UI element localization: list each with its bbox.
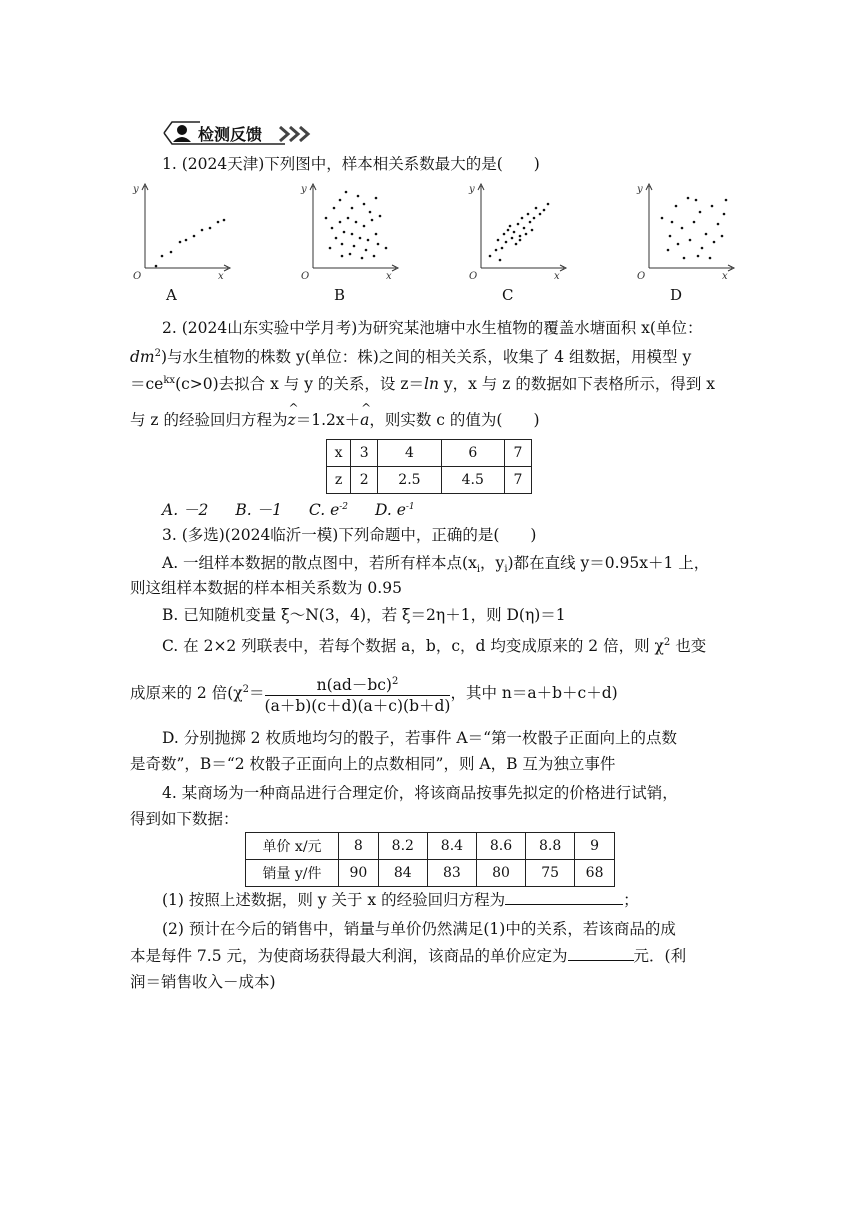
y-axis-label: y <box>301 184 307 195</box>
scatter-point <box>669 235 672 238</box>
scatter-point <box>523 227 526 230</box>
scatter-option-label: D <box>670 286 683 304</box>
table-row-header: x <box>327 440 351 467</box>
scatter-point <box>161 255 164 258</box>
scatter-point <box>223 219 226 222</box>
table-cell: 2 <box>351 467 378 494</box>
scatter-point <box>341 255 344 258</box>
q3-option-d-line1: D. 分别抛掷 2 枚质地均匀的骰子，若事件 A＝“第一枚骰子正面向上的点数 <box>162 729 677 747</box>
scatter-point <box>675 205 678 208</box>
scatter-point <box>501 247 504 250</box>
scatter-point <box>519 235 522 238</box>
scatter-point <box>357 195 360 198</box>
scatter-point <box>363 225 366 228</box>
scatter-point <box>373 255 376 258</box>
x-axis-label: x <box>554 271 560 280</box>
scatter-point <box>497 239 500 242</box>
scatter-point <box>170 251 173 254</box>
scatter-point <box>331 227 334 230</box>
q2-data-table <box>326 439 532 494</box>
scatter-point <box>533 217 536 220</box>
y-axis-label: y <box>133 184 139 195</box>
scatter-plot-d <box>634 180 744 305</box>
scatter-point <box>671 221 674 224</box>
q4-part1: (1) 按照上述数据，则 y 关于 x 的经验回归方程为 ； <box>162 891 639 909</box>
table-cell: 68 <box>575 860 615 887</box>
table-cell: 6 <box>441 440 504 467</box>
scatter-point <box>347 217 350 220</box>
scatter-point <box>377 243 380 246</box>
scatter-point <box>341 243 344 246</box>
table-cell: 84 <box>378 860 427 887</box>
scatter-point <box>505 241 508 244</box>
table-cell: 2.5 <box>378 467 441 494</box>
scatter-option-label: C <box>502 286 514 304</box>
scatter-point <box>543 209 546 212</box>
scatter-point <box>697 255 700 258</box>
scatter-point <box>529 221 532 224</box>
q3-option-a-line1: A. 一组样本数据的散点图中，若所有样本点($x_i$，$y_i$)都在直线 y＝0.95x＋1 上， <box>162 554 710 576</box>
scatter-point <box>503 233 506 236</box>
scatter-point <box>385 247 388 250</box>
scatter-point <box>343 231 346 234</box>
scatter-point <box>367 239 370 242</box>
scatter-point <box>499 259 502 262</box>
scatter-point <box>489 255 492 258</box>
table-cell: 7 <box>504 440 531 467</box>
origin-label: O <box>637 271 646 280</box>
origin-label: O <box>301 271 310 280</box>
scatter-point <box>521 217 524 220</box>
table-row-header: 销量 y/件 <box>246 860 339 887</box>
scatter-point <box>361 257 364 260</box>
x-axis-label: x <box>386 271 392 280</box>
table-cell: 7 <box>504 467 531 494</box>
scatter-point <box>683 257 686 260</box>
scatter-option-label: A <box>166 286 177 304</box>
q3-option-c-line2: 成原来的 2 倍($\chi^2=$ $\frac{n(ad-bc)^2}{(a+b)(c+d)(a+c)(b+d)}$ ，其中 n＝a＋b＋c＋d) <box>130 668 618 716</box>
scatter-point <box>535 207 538 210</box>
q2-line1: 2. (2024山东实验中学月考)为研究某池塘中水生植物的覆盖水塘面积 x(单位： <box>162 319 703 337</box>
table-cell: 8.6 <box>476 833 525 860</box>
scatter-axes <box>298 180 408 280</box>
q2-line4: 与 z 的经验回归方程为^ z＝1.2x＋^ a，则实数 c 的值为( ) <box>130 410 540 430</box>
scatter-point <box>689 239 692 242</box>
scatter-axes <box>466 180 576 280</box>
table-cell: 80 <box>476 860 525 887</box>
scatter-point <box>661 217 664 220</box>
scatter-point <box>351 233 354 236</box>
y-axis-label: y <box>637 184 643 195</box>
scatter-axes <box>634 180 744 280</box>
q3-option-c-line1: C. 在 2×2 列联表中，若每个数据 a，b，c，d 均变成原来的 2 倍，则 $\chi^2$ 也变 <box>162 637 707 656</box>
scatter-point <box>519 239 522 242</box>
scatter-point <box>725 199 728 202</box>
table-cell: 9 <box>575 833 615 860</box>
scatter-point <box>509 225 512 228</box>
table-cell: 4 <box>378 440 441 467</box>
scatter-point <box>353 245 356 248</box>
scatter-option-label: B <box>334 286 346 304</box>
scatter-point <box>325 217 328 220</box>
chi-square-fraction: $\frac{n(ad-bc)^2}{(a+b)(c+d)(a+c)(b+d)}$ <box>265 672 451 716</box>
table-cell: 4.5 <box>441 467 504 494</box>
scatter-plot-b <box>298 180 408 305</box>
q3-option-a-line2: 则这组样本数据的样本相关系数为 0.95 <box>130 579 402 597</box>
table-cell: 75 <box>526 860 575 887</box>
q4-data-table <box>245 832 615 887</box>
table-row-header: z <box>327 467 351 494</box>
scatter-point <box>379 215 382 218</box>
scatter-point <box>517 223 520 226</box>
scatter-point <box>339 221 342 224</box>
scatter-point <box>539 213 542 216</box>
scatter-point <box>711 205 714 208</box>
scatter-point <box>359 237 362 240</box>
q4-part2-line2: 本是每件 7.5 元，为使商场获得最大利润，该商品的单价应定为 元．(利 <box>130 947 687 965</box>
scatter-point <box>495 249 498 252</box>
scatter-point <box>329 247 332 250</box>
scatter-point <box>507 229 510 232</box>
table-cell: 8.2 <box>378 833 427 860</box>
table-cell: 8.4 <box>427 833 476 860</box>
q3-option-b: B. 已知随机变量 ξ～N(3，4)，若 ξ＝2η＋1，则 D(η)＝1 <box>162 606 566 624</box>
table-cell: 8 <box>339 833 379 860</box>
banner-text: 检测反馈 <box>198 125 263 144</box>
table-cell: 90 <box>339 860 379 887</box>
q2-line3: $=ce^{kx}(c>0)$去拟合 x 与 y 的关系，设 z＝ln y，x 与 z 的数据如下表格所示，得到 x <box>130 375 715 394</box>
q3-stem: 3. (多选)(2024临沂一模)下列命题中，正确的是( ) <box>162 526 537 544</box>
scatter-point <box>527 213 530 216</box>
scatter-point <box>217 221 220 224</box>
scatter-point <box>531 229 534 232</box>
scatter-point <box>709 257 712 260</box>
scatter-point <box>511 237 514 240</box>
scatter-point <box>721 235 724 238</box>
scatter-point <box>209 227 212 230</box>
q4-part2-line3: 润＝销售收入－成本) <box>130 973 276 991</box>
table-row <box>246 860 615 887</box>
scatter-point <box>513 231 516 234</box>
scatter-point <box>687 197 690 200</box>
scatter-point <box>515 243 518 246</box>
scatter-point <box>693 221 696 224</box>
scatter-point <box>371 219 374 222</box>
table-cell: 83 <box>427 860 476 887</box>
scatter-point <box>201 229 204 232</box>
scatter-point <box>155 265 158 268</box>
scatter-point <box>375 233 378 236</box>
scatter-point <box>345 191 348 194</box>
scatter-plot-c <box>466 180 576 305</box>
table-row-header: 单价 x/元 <box>246 833 339 860</box>
x-axis-label: x <box>218 271 224 280</box>
scatter-point <box>681 227 684 230</box>
scatter-point <box>351 207 354 210</box>
scatter-point <box>713 241 716 244</box>
scatter-point <box>365 249 368 252</box>
answer-blank-2[interactable] <box>568 946 634 961</box>
table-row <box>327 440 532 467</box>
scatter-point <box>677 243 680 246</box>
scatter-point <box>185 239 188 242</box>
table-cell: 3 <box>351 440 378 467</box>
scatter-point <box>547 203 550 206</box>
origin-label: O <box>133 271 142 280</box>
origin-label: O <box>469 271 478 280</box>
scatter-point <box>349 253 352 256</box>
scatter-point <box>193 235 196 238</box>
answer-blank-1[interactable] <box>505 890 623 905</box>
section-banner <box>160 120 315 146</box>
scatter-point <box>335 237 338 240</box>
q1-stem: 1. (2024天津)下列图中，样本相关系数最大的是( ) <box>162 155 540 173</box>
y-axis-label: y <box>469 184 475 195</box>
scatter-point <box>339 199 342 202</box>
table-row <box>246 833 615 860</box>
scatter-point <box>699 211 702 214</box>
table-row <box>327 467 532 494</box>
scatter-point <box>717 223 720 226</box>
q2-options: A. －2 B. －1 C. $e^{-2}$ D. $e^{-1}$ <box>162 501 415 520</box>
scatter-plot-a <box>130 180 240 305</box>
scatter-point <box>333 207 336 210</box>
scatter-point <box>667 249 670 252</box>
scatter-point <box>375 197 378 200</box>
scatter-point <box>705 233 708 236</box>
q4-line2: 得到如下数据： <box>130 810 239 828</box>
scatter-point <box>363 203 366 206</box>
q3-option-d-line2: 是奇数”，B＝“2 枚骰子正面向上的点数相同”，则 A，B 互为独立事件 <box>130 755 616 773</box>
q2-line2: $dm^2$)与水生植物的株数 y(单位：株)之间的相关关系，收集了 4 组数据，用模型 y <box>130 348 692 367</box>
x-axis-label: x <box>722 271 728 280</box>
scatter-point <box>179 241 182 244</box>
q4-part2-line1: (2) 预计在今后的销售中，销量与单价仍然满足(1)中的关系，若该商品的成 <box>162 920 676 938</box>
scatter-point <box>525 233 528 236</box>
scatter-point <box>723 213 726 216</box>
q4-line1: 4. 某商场为一种商品进行合理定价，将该商品按事先拟定的价格进行试销， <box>162 784 678 802</box>
table-cell: 8.8 <box>526 833 575 860</box>
scatter-axes <box>130 180 240 280</box>
scatter-point <box>355 221 358 224</box>
scatter-point <box>695 199 698 202</box>
scatter-point <box>369 211 372 214</box>
scatter-point <box>701 247 704 250</box>
